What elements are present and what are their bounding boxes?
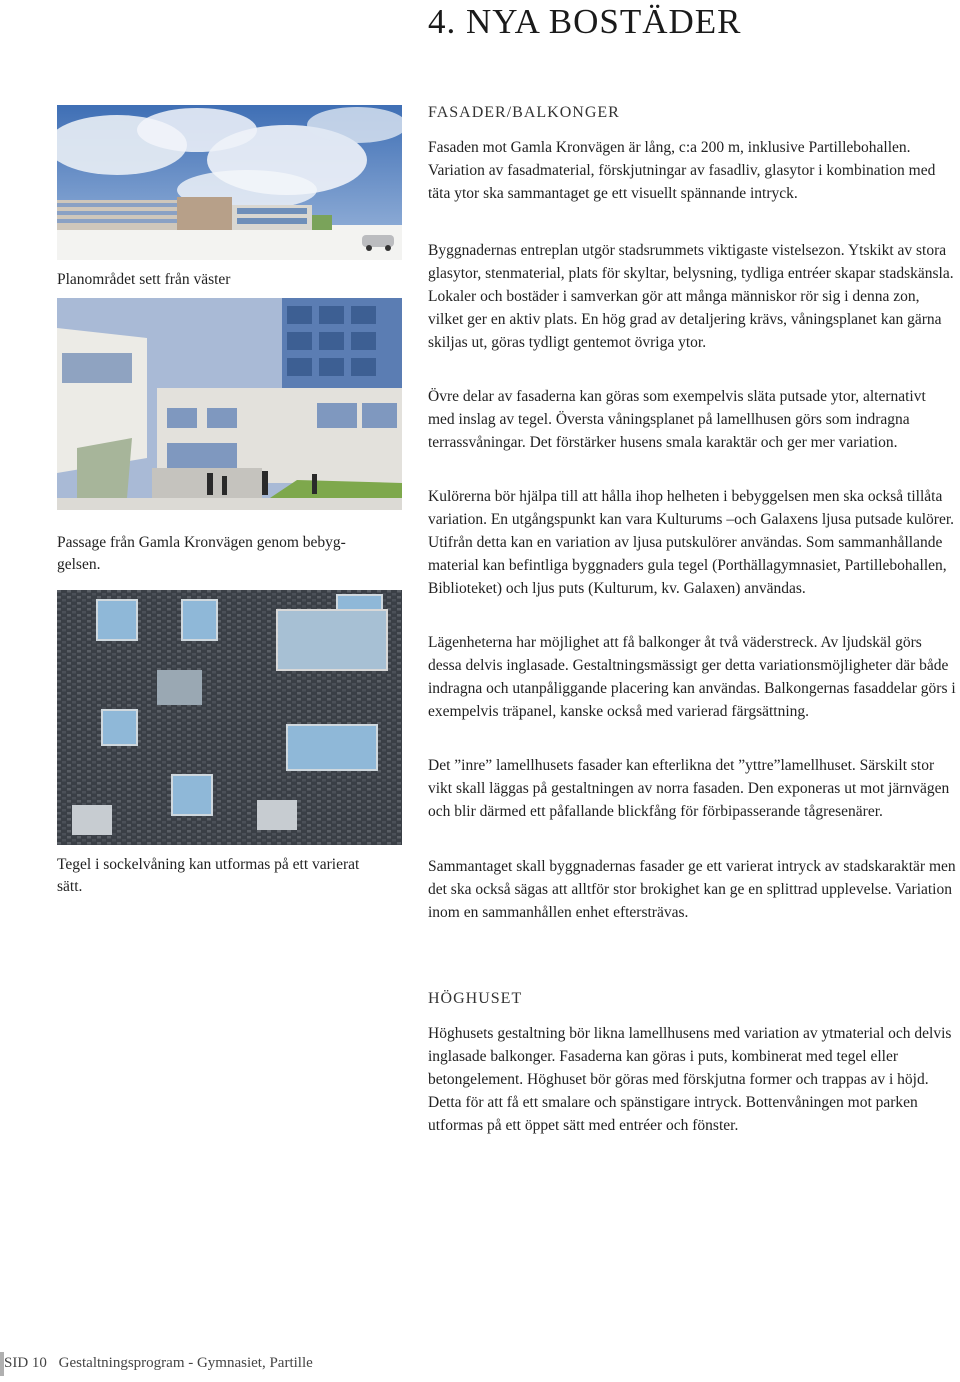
page-number: SID 10 — [4, 1355, 47, 1371]
brick-facade-photo — [57, 590, 402, 845]
building-render-image — [57, 105, 402, 260]
facades-paragraph-5: Lägenheterna har möjlighet att få balkonger åt två väderstreck. Av ljudskäl görs dessa delvis inglasade. Gestaltningsmässigt ger detta variationsmöjligheter där både indragna och utanpåliggande placering kan användas. Balkongernas fasaddelar görs i exempelvis träpanel, kanske också med varierad färgsättning. — [428, 634, 956, 720]
figure-caption-brick: Tegel i sockelvåning kan utformas på ett varierat sätt. — [57, 856, 360, 895]
facades-paragraph-6: Det ”inre” lamellhusets fasader kan efterlikna det ”yttre”lamellhuset. Särskilt stor vikt skall läggas på gestaltningen av norra fasaden. Den exponeras ut mot järnvägen och blir därmed ett påfallande blickfång för förbipasserande tågresenärer. — [428, 757, 950, 820]
facades-paragraph-3: Övre delar av fasaderna kan göras som exempelvis släta putsade ytor, alternativt med inslag av tegel. Översta våningsplanet på lamellhusen görs som indragna terrassvåningar. Det förstärker husens smala karaktär och ger mer variation. — [428, 388, 926, 451]
facades-paragraph-1: Fasaden mot Gamla Kronvägen är lång, c:a 200 m, inklusive Partillebohallen. Variation av fasadmaterial, förskjutningar av fasadliv, glasytor i kombination med täta ytor ska sammantaget ge ett visuellt spännande intryck. — [428, 139, 936, 202]
figure-caption-west: Planområdet sett från väster — [57, 271, 231, 288]
section-heading-highrise: HÖGHUSET — [428, 990, 523, 1007]
facades-paragraph-2: Byggnadernas entreplan utgör stadsrummets viktigaste vistelsezon. Ytskikt av stora glasytor, stenmaterial, plats för skyltar, belysning, tydliga entréer skapar stadskänsla. Lokaler och bostäder i samverkan gör att många människor rör sig i denna zon, vilket ger en aktiv plats. En hög grad av detaljering krävs, våningsplanet kan gärna skiljas ut, göras tydligt gentemot övriga ytor. — [428, 242, 954, 351]
figure-caption-passage: Passage från Gamla Kronvägen genom bebyg-gelsen. — [57, 534, 346, 573]
facades-paragraph-7: Sammantaget skall byggnadernas fasader ge ett varierat intryck av stadskaraktär men det ska också sägas att alltför stor brokighet kan ge en splittrad upplevelse. Variation inom en sammanhållen enhet eftersträvas. — [428, 858, 956, 921]
document-title: Gestaltningsprogram - Gymnasiet, Partille — [58, 1355, 313, 1371]
section-heading-facades: FASADER/BALKONGER — [428, 104, 620, 121]
highrise-paragraph-1: Höghusets gestaltning bör likna lamellhusens med variation av ytmaterial och delvis inglasade balkonger. Fasaderna kan göras i puts, kombinerat med tegel eller betongelement. Höghuset bör göras med förskjutna former och trappas av i höjd. Detta för att få ett smalare och spänstigare intryck. Bottenvåningen mot parken utformas på ett öppet sätt med entréer och fönster. — [428, 1025, 952, 1134]
passage-render-image — [57, 298, 402, 510]
page-footer — [4, 1355, 313, 1372]
facades-paragraph-4: Kulörerna bör hjälpa till att hålla ihop helheten i bebyggelsen men ska också tillåta variation. En utgångspunkt kan vara Kulturums –och Galaxens ljusa putsade kulörer. Utifrån detta kan en variation av ljusa putskulörer användas. Som sammanhållande material kan befintliga byggnaders gula tegel (Porthällagymnasiet, Partillebohallen, Biblioteket) och ljus puts (Kulturum, kv. Galaxen) användas. — [428, 488, 955, 597]
page-title: 4. NYA BOSTÄDER — [428, 2, 742, 41]
